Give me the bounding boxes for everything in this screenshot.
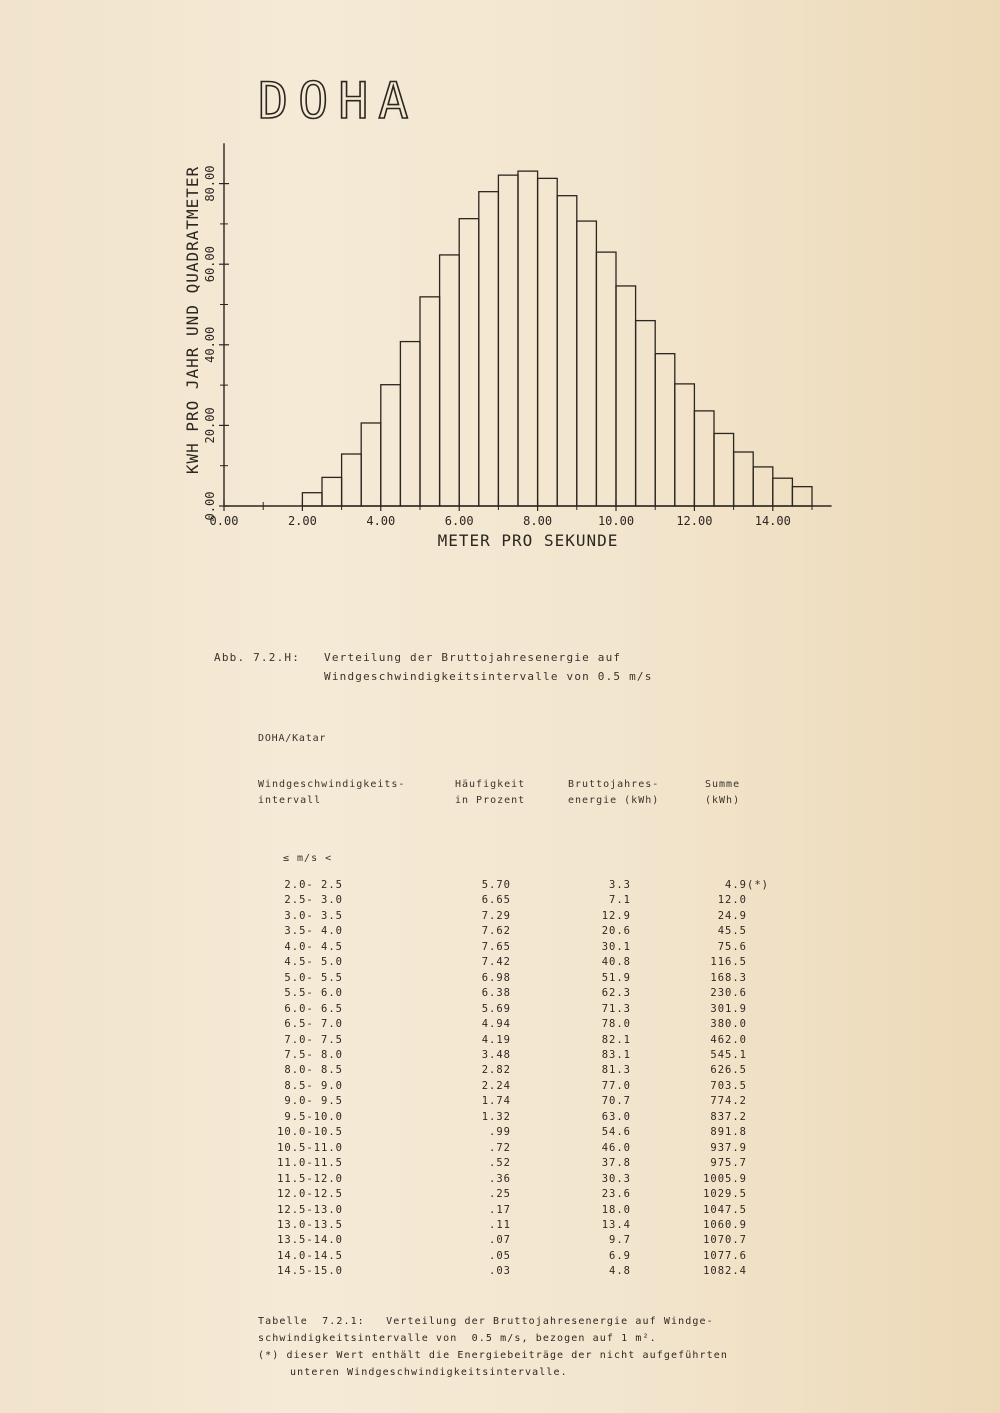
- header-energy-line1: Bruttojahres-: [568, 779, 660, 790]
- cell-interval: 2.0- 2.5: [284, 879, 343, 891]
- header-interval-line2: intervall: [258, 795, 322, 806]
- table-row: [258, 1063, 787, 1078]
- cell-energy: 62.3: [601, 987, 631, 1000]
- y-tick-label: 20.00: [203, 407, 217, 444]
- table-row: [258, 1033, 787, 1048]
- header-sum: [705, 777, 740, 809]
- cell-sum: 4.9: [725, 879, 747, 891]
- table-row: [258, 878, 787, 893]
- cell-energy: 18.0: [601, 1203, 631, 1216]
- cell-interval: 3.0- 3.5: [284, 909, 343, 922]
- x-tick-label: 0.00: [209, 514, 239, 528]
- cell-note: [747, 1218, 787, 1233]
- chart-bars: [302, 171, 812, 506]
- cell-frequency: 4.94: [481, 1018, 511, 1031]
- cell-note: [747, 1048, 787, 1063]
- histogram-bar: [577, 221, 597, 506]
- cell-frequency: 2.82: [481, 1064, 511, 1077]
- cell-energy: 20.6: [601, 925, 631, 938]
- cell-energy: 3.3: [609, 879, 631, 891]
- x-tick-label: 14.00: [754, 514, 791, 528]
- table-row: [258, 1156, 787, 1171]
- histogram-bar: [557, 196, 577, 506]
- cell-note: [747, 955, 787, 970]
- cell-frequency: 7.42: [481, 956, 511, 969]
- table-row: [258, 1079, 787, 1094]
- cell-interval: 7.0- 7.5: [284, 1033, 343, 1046]
- cell-energy: 37.8: [601, 1157, 631, 1170]
- cell-note: [747, 1033, 787, 1048]
- chart-title: DOHA: [258, 72, 419, 130]
- header-frequency: [455, 777, 525, 809]
- cell-frequency: .05: [489, 1249, 511, 1262]
- header-frequency-line1: Häufigkeit: [455, 779, 526, 790]
- cell-interval: 6.0- 6.5: [284, 1002, 343, 1015]
- cell-frequency: 6.98: [481, 971, 511, 984]
- histogram-chart: [0, 0, 1000, 600]
- footnote-line-3: (*) dieser Wert enthält die Energiebeiträge der nicht aufgeführten: [258, 1350, 728, 1361]
- cell-energy: 83.1: [601, 1048, 631, 1061]
- cell-sum: 1060.9: [703, 1218, 747, 1231]
- cell-energy: 4.8: [609, 1265, 631, 1278]
- cell-energy: 7.1: [609, 894, 631, 907]
- table-location: DOHA/Katar: [258, 733, 327, 744]
- y-axis-label: KWH PRO JAHR UND QUADRATMETER: [183, 165, 202, 475]
- cell-energy: 82.1: [601, 1033, 631, 1046]
- data-table: [258, 878, 787, 1280]
- cell-energy: 13.4: [601, 1218, 631, 1231]
- cell-note: [747, 986, 787, 1001]
- cell-interval: 6.5- 7.0: [284, 1018, 343, 1031]
- x-axis-ticks: [210, 501, 812, 528]
- cell-sum: 116.5: [710, 956, 747, 969]
- cell-sum: 703.5: [710, 1079, 747, 1092]
- y-tick-label: 40.00: [203, 326, 217, 363]
- histogram-bar: [322, 477, 342, 506]
- table-row: [258, 1002, 787, 1017]
- header-frequency-line2: in Prozent: [455, 795, 526, 806]
- histogram-bar: [636, 321, 656, 506]
- cell-interval: 8.5- 9.0: [284, 1079, 343, 1092]
- cell-frequency: 7.65: [481, 940, 511, 953]
- cell-interval: 11.0-11.5: [277, 1157, 343, 1170]
- y-axis-ticks: [203, 166, 229, 521]
- cell-sum: 1077.6: [703, 1249, 747, 1262]
- histogram-bar: [616, 286, 636, 506]
- cell-energy: 70.7: [601, 1095, 631, 1108]
- table-footnote: [258, 1313, 778, 1381]
- cell-note: [747, 1125, 787, 1140]
- table-row: [258, 924, 787, 939]
- cell-note: [747, 924, 787, 939]
- cell-note: [747, 1249, 787, 1264]
- cell-sum: 937.9: [710, 1141, 747, 1154]
- cell-note: [747, 1187, 787, 1202]
- cell-interval: 10.5-11.0: [277, 1141, 343, 1154]
- table-row: [258, 1203, 787, 1218]
- y-tick-label: 80.00: [203, 165, 217, 202]
- cell-note: (*): [747, 879, 769, 891]
- cell-frequency: .52: [489, 1157, 511, 1170]
- histogram-bar: [753, 467, 773, 506]
- histogram-bar: [361, 423, 381, 506]
- table-row: [258, 955, 787, 970]
- cell-note: [747, 893, 787, 908]
- cell-interval: 9.0- 9.5: [284, 1095, 343, 1108]
- cell-energy: 23.6: [601, 1188, 631, 1201]
- table-row: [258, 1125, 787, 1140]
- cell-note: [747, 1264, 787, 1279]
- histogram-bar: [518, 171, 538, 506]
- cell-frequency: 1.74: [481, 1095, 511, 1108]
- cell-interval: 8.0- 8.5: [284, 1064, 343, 1077]
- table-row: [258, 1233, 787, 1248]
- cell-interval: 10.0-10.5: [277, 1126, 343, 1139]
- cell-interval: 2.5- 3.0: [284, 894, 343, 907]
- table-row: [258, 1141, 787, 1156]
- table-row: [258, 1264, 787, 1279]
- histogram-bar: [440, 255, 460, 506]
- header-sum-line1: Summe: [705, 779, 741, 790]
- cell-energy: 54.6: [601, 1126, 631, 1139]
- histogram-bar: [773, 478, 793, 506]
- cell-note: [747, 909, 787, 924]
- x-tick-label: 12.00: [676, 514, 713, 528]
- cell-frequency: 2.24: [481, 1079, 511, 1092]
- cell-note: [747, 1079, 787, 1094]
- figure-caption-label: Abb. 7.2.H:: [214, 651, 301, 664]
- histogram-bar: [381, 385, 401, 506]
- cell-frequency: 1.32: [481, 1110, 511, 1123]
- cell-frequency: 4.19: [481, 1033, 511, 1046]
- cell-energy: 30.3: [601, 1172, 631, 1185]
- cell-frequency: .11: [489, 1218, 511, 1231]
- histogram-bar: [459, 219, 479, 506]
- cell-energy: 12.9: [601, 909, 631, 922]
- cell-sum: 75.6: [717, 940, 747, 953]
- x-tick-label: 4.00: [366, 514, 396, 528]
- cell-frequency: .72: [489, 1141, 511, 1154]
- x-tick-label: 6.00: [444, 514, 474, 528]
- header-interval: [258, 777, 405, 809]
- histogram-bar: [655, 354, 675, 506]
- cell-frequency: 6.65: [481, 894, 511, 907]
- cell-sum: 975.7: [710, 1157, 747, 1170]
- cell-energy: 51.9: [601, 971, 631, 984]
- cell-energy: 63.0: [601, 1110, 631, 1123]
- header-sum-line2: (kWh): [705, 795, 741, 806]
- cell-sum: 462.0: [710, 1033, 747, 1046]
- table-row: [258, 971, 787, 986]
- cell-energy: 71.3: [601, 1002, 631, 1015]
- histogram-bar: [714, 433, 734, 506]
- cell-sum: 545.1: [710, 1048, 747, 1061]
- cell-frequency: 5.70: [481, 879, 511, 891]
- cell-frequency: .36: [489, 1172, 511, 1185]
- cell-sum: 1029.5: [703, 1188, 747, 1201]
- histogram-bar: [694, 411, 714, 506]
- cell-energy: 46.0: [601, 1141, 631, 1154]
- cell-sum: 1082.4: [703, 1265, 747, 1278]
- unit-row: ≤ m/s <: [283, 853, 333, 864]
- histogram-bar: [479, 192, 499, 506]
- cell-sum: 1047.5: [703, 1203, 747, 1216]
- table-row: [258, 1172, 787, 1187]
- cell-frequency: 3.48: [481, 1048, 511, 1061]
- cell-note: [747, 940, 787, 955]
- histogram-bar: [734, 452, 754, 506]
- cell-interval: 9.5-10.0: [284, 1110, 343, 1123]
- header-energy: [568, 777, 659, 809]
- cell-note: [747, 1063, 787, 1078]
- cell-sum: 774.2: [710, 1095, 747, 1108]
- cell-interval: 11.5-12.0: [277, 1172, 343, 1185]
- table-row: [258, 1017, 787, 1032]
- cell-interval: 13.0-13.5: [277, 1218, 343, 1231]
- footnote-line-2: schwindigkeitsintervalle von 0.5 m/s, bezogen auf 1 m².: [258, 1333, 657, 1344]
- cell-energy: 81.3: [601, 1064, 631, 1077]
- cell-frequency: .99: [489, 1126, 511, 1139]
- cell-energy: 40.8: [601, 956, 631, 969]
- cell-interval: 14.0-14.5: [277, 1249, 343, 1262]
- cell-sum: 301.9: [710, 1002, 747, 1015]
- histogram-bar: [400, 342, 420, 506]
- cell-note: [747, 1002, 787, 1017]
- histogram-bar: [302, 493, 322, 506]
- table-row: [258, 893, 787, 908]
- y-tick-label: 60.00: [203, 246, 217, 283]
- header-energy-line2: energie (kWh): [568, 795, 660, 806]
- cell-note: [747, 1094, 787, 1109]
- cell-energy: 6.9: [609, 1249, 631, 1262]
- cell-frequency: 5.69: [481, 1002, 511, 1015]
- cell-sum: 12.0: [717, 894, 747, 907]
- footnote-line-4: unteren Windgeschwindigkeitsintervalle.: [290, 1367, 568, 1378]
- cell-frequency: 7.29: [481, 909, 511, 922]
- cell-frequency: .03: [489, 1265, 511, 1278]
- figure-caption-text: Verteilung der Bruttojahresenergie auf Windgeschwindigkeitsintervalle von 0.5 m/s: [324, 651, 653, 683]
- cell-note: [747, 1172, 787, 1187]
- cell-sum: 891.8: [710, 1126, 747, 1139]
- table-row: [258, 1218, 787, 1233]
- cell-interval: 5.0- 5.5: [284, 971, 343, 984]
- cell-energy: 30.1: [601, 940, 631, 953]
- cell-interval: 12.5-13.0: [277, 1203, 343, 1216]
- x-axis-label: METER PRO SEKUNDE: [437, 531, 619, 550]
- x-tick-label: 10.00: [597, 514, 635, 528]
- cell-interval: 4.5- 5.0: [284, 956, 343, 969]
- cell-note: [747, 1017, 787, 1032]
- cell-note: [747, 1203, 787, 1218]
- x-tick-label: 8.00: [523, 514, 553, 528]
- histogram-bar: [420, 297, 440, 506]
- table-row: [258, 1110, 787, 1125]
- cell-sum: 1070.7: [703, 1234, 747, 1247]
- cell-frequency: 6.38: [481, 987, 511, 1000]
- cell-sum: 230.6: [710, 987, 747, 1000]
- table-row: [258, 1249, 787, 1264]
- cell-energy: 9.7: [609, 1234, 631, 1247]
- cell-energy: 77.0: [601, 1079, 631, 1092]
- cell-sum: 24.9: [717, 909, 747, 922]
- histogram-bar: [498, 175, 518, 506]
- footnote-line-1: Tabelle 7.2.1: Verteilung der Bruttojahresenergie auf Windge-: [258, 1316, 714, 1327]
- cell-interval: 14.5-15.0: [277, 1265, 343, 1278]
- cell-note: [747, 1141, 787, 1156]
- histogram-bar: [538, 178, 558, 506]
- table-row: [258, 940, 787, 955]
- cell-frequency: .25: [489, 1188, 511, 1201]
- cell-note: [747, 971, 787, 986]
- x-tick-label: 2.00: [287, 514, 317, 528]
- cell-frequency: 7.62: [481, 925, 511, 938]
- cell-note: [747, 1110, 787, 1125]
- cell-energy: 78.0: [601, 1018, 631, 1031]
- cell-note: [747, 1156, 787, 1171]
- table-row: [258, 1094, 787, 1109]
- table-row: [258, 909, 787, 924]
- cell-interval: 7.5- 8.0: [284, 1048, 343, 1061]
- table-row: [258, 1048, 787, 1063]
- cell-sum: 168.3: [710, 971, 747, 984]
- cell-interval: 5.5- 6.0: [284, 987, 343, 1000]
- cell-interval: 4.0- 4.5: [284, 940, 343, 953]
- cell-frequency: .07: [489, 1234, 511, 1247]
- cell-sum: 45.5: [717, 925, 747, 938]
- histogram-bar: [792, 487, 812, 506]
- table-row: [258, 986, 787, 1001]
- y-tick-label: 0.00: [203, 491, 217, 521]
- cell-sum: 626.5: [710, 1064, 747, 1077]
- histogram-bar: [596, 252, 616, 506]
- cell-note: [747, 1233, 787, 1248]
- cell-sum: 1005.9: [703, 1172, 747, 1185]
- table-row: [258, 1187, 787, 1202]
- cell-sum: 380.0: [710, 1018, 747, 1031]
- header-interval-line1: Windgeschwindigkeits-: [258, 779, 406, 790]
- histogram-bar: [675, 384, 695, 506]
- cell-frequency: .17: [489, 1203, 511, 1216]
- cell-sum: 837.2: [710, 1110, 747, 1123]
- cell-interval: 12.0-12.5: [277, 1188, 343, 1201]
- cell-interval: 13.5-14.0: [277, 1234, 343, 1247]
- histogram-bar: [342, 454, 362, 506]
- cell-interval: 3.5- 4.0: [284, 925, 343, 938]
